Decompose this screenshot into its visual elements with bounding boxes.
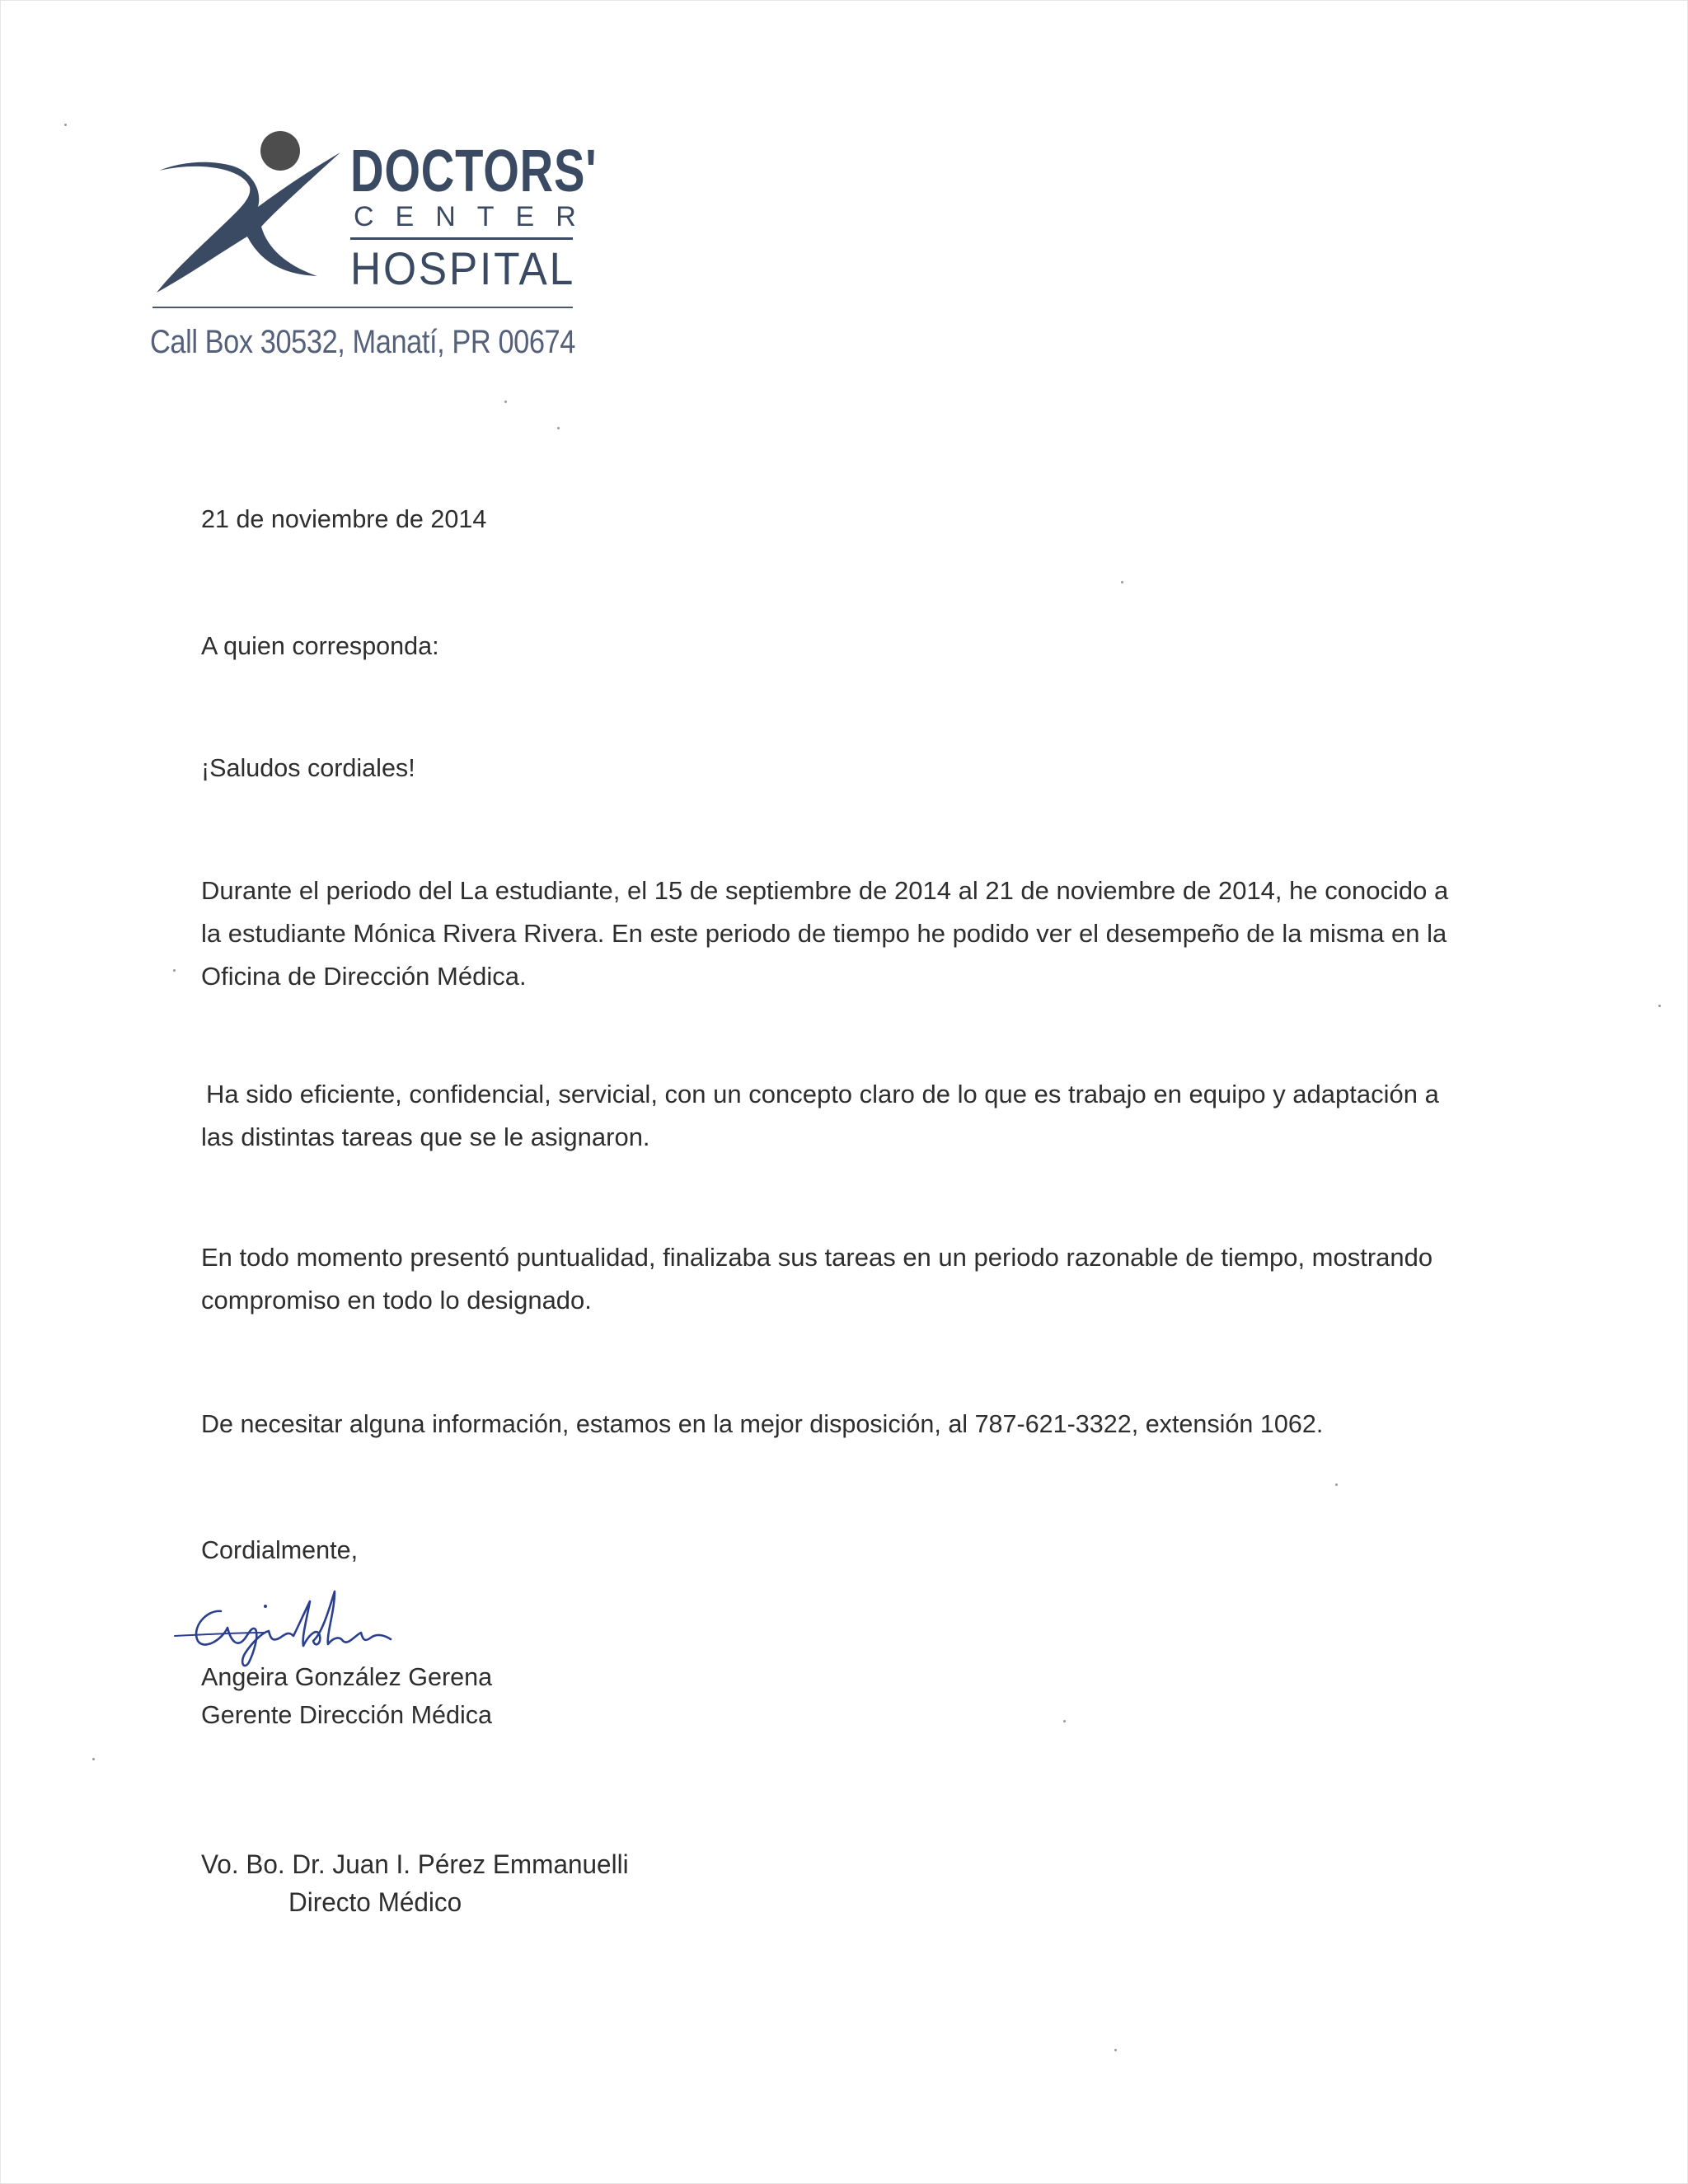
speck [173,969,176,972]
speck [92,1758,95,1760]
speck [504,401,507,403]
letter-date: 21 de noviembre de 2014 [201,504,487,533]
signer-name: Angeira González Gerena [201,1662,493,1691]
paragraph-line: Durante el periodo del La estudiante, el 15 de septiembre de 2014 al 21 de noviembre de 2014, he conocido a [201,876,1449,905]
paragraph-punctuality [201,1236,1487,1322]
brand-divider [350,237,573,240]
signer-title: Gerente Dirección Médica [201,1700,493,1729]
approval-title: Directo Médico [288,1887,462,1917]
hospital-logo-icon [152,128,342,297]
speck [1063,1720,1066,1722]
speck [1335,1483,1338,1486]
brand-hospital: HOSPITAL [350,242,576,294]
speck [64,124,67,126]
hospital-brand [350,138,598,294]
speck [1121,581,1123,583]
paragraph-contact: De necesitar alguna información, estamos en la mejor disposición, al 787-621-3322, extensión 1062. [201,1409,1324,1438]
letter-salutation: A quien corresponda: [201,631,439,660]
letter-closing: Cordialmente, [201,1535,359,1564]
paragraph-line: compromiso en todo lo designado. [201,1286,592,1315]
approval-line: Vo. Bo. Dr. Juan I. Pérez Emmanuelli [201,1849,629,1879]
brand-doctors: DOCTORS' [350,138,598,204]
paragraph-line: las distintas tareas que se le asignaron. [201,1122,650,1151]
paragraph-line: Ha sido eficiente, confidencial, servicial, con un concepto claro de lo que es trabajo en equipo y adaptación a [206,1080,1439,1108]
speck [1658,1005,1661,1007]
paragraph-period [201,869,1487,998]
paragraph-qualities [201,1073,1492,1159]
paragraph-line: la estudiante Mónica Rivera Rivera. En este periodo de tiempo he podido ver el desempeño de la misma en la [201,919,1447,948]
paragraph-line: Oficina de Dirección Médica. [201,962,527,991]
speck [557,427,560,429]
brand-center: CENTER [354,201,598,232]
speck [1114,2049,1117,2051]
letter-greeting: ¡Saludos cordiales! [201,753,415,782]
hospital-address: Call Box 30532, Manatí, PR 00674 [150,324,575,360]
paragraph-line: En todo momento presentó puntualidad, finalizaba sus tareas en un periodo razonable de tiempo, mostrando [201,1243,1433,1272]
letterhead-divider [152,307,573,308]
